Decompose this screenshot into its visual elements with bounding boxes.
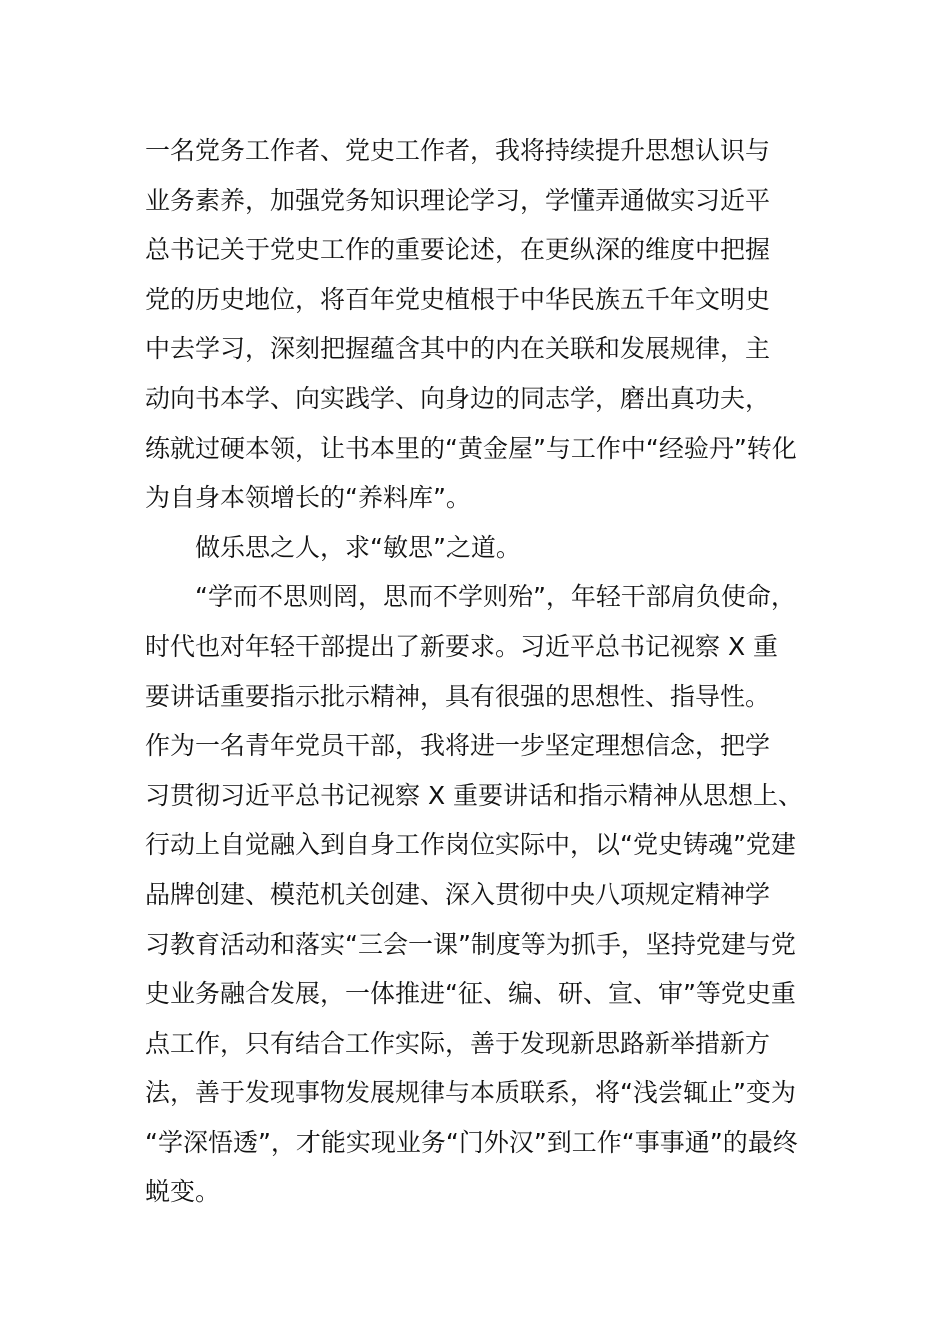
text-line: 动向书本学、向实践学、向身边的同志学，磨出真功夫，	[145, 383, 771, 413]
text-line: 练就过硬本领，让书本里的“黄金屋”与工作中“经验丹”转化	[145, 433, 797, 463]
text-line: 为自身本领增长的“养料库”。	[145, 483, 471, 513]
text-line: 法，善于发现事物发展规律与本质联系，将“浅尝辄止”变为	[145, 1078, 796, 1108]
section-heading: 做乐思之人，求“敏思”之道。	[195, 532, 521, 562]
text-line: 行动上自觉融入到自身工作岗位实际中，以“党史铸魂”党建	[145, 830, 796, 860]
text-line: 习贯彻习近平总书记视察 X 重要讲话和指示精神从思想上、	[145, 780, 804, 810]
text-line: 业务素养，加强党务知识理论学习，学懂弄通做实习近平	[145, 185, 771, 215]
text-line: 点工作，只有结合工作实际，善于发现新思路新举措新方	[145, 1028, 771, 1058]
text-line: 要讲话重要指示批示精神，具有很强的思想性、指导性。	[145, 681, 771, 711]
document-body	[145, 126, 825, 1217]
paragraph-first-line: “学而不思则罔，思而不学则殆”，年轻干部肩负使命，	[195, 582, 796, 612]
text-line: 总书记关于党史工作的重要论述，在更纵深的维度中把握	[145, 235, 771, 265]
text-line: 党的历史地位，将百年党史植根于中华民族五千年文明史	[145, 284, 771, 314]
text-line: “学深悟透”，才能实现业务“门外汉”到工作“事事通”的最终	[145, 1127, 798, 1157]
text-line: 一名党务工作者、党史工作者，我将持续提升思想认识与	[145, 136, 771, 165]
text-line: 品牌创建、模范机关创建、深入贯彻中央八项规定精神学	[145, 879, 771, 909]
text-line: 史业务融合发展，一体推进“征、编、研、宣、审”等党史重	[145, 979, 796, 1009]
text-line: 中去学习，深刻把握蕴含其中的内在关联和发展规律，主	[145, 334, 771, 364]
text-line: 习教育活动和落实“三会一课”制度等为抓手，坚持党建与党	[145, 929, 796, 959]
text-line: 作为一名青年党员干部，我将进一步坚定理想信念，把学	[145, 731, 771, 761]
text-line: 时代也对年轻干部提出了新要求。习近平总书记视察 X 重	[145, 631, 779, 661]
text-line: 蜕变。	[145, 1177, 221, 1207]
